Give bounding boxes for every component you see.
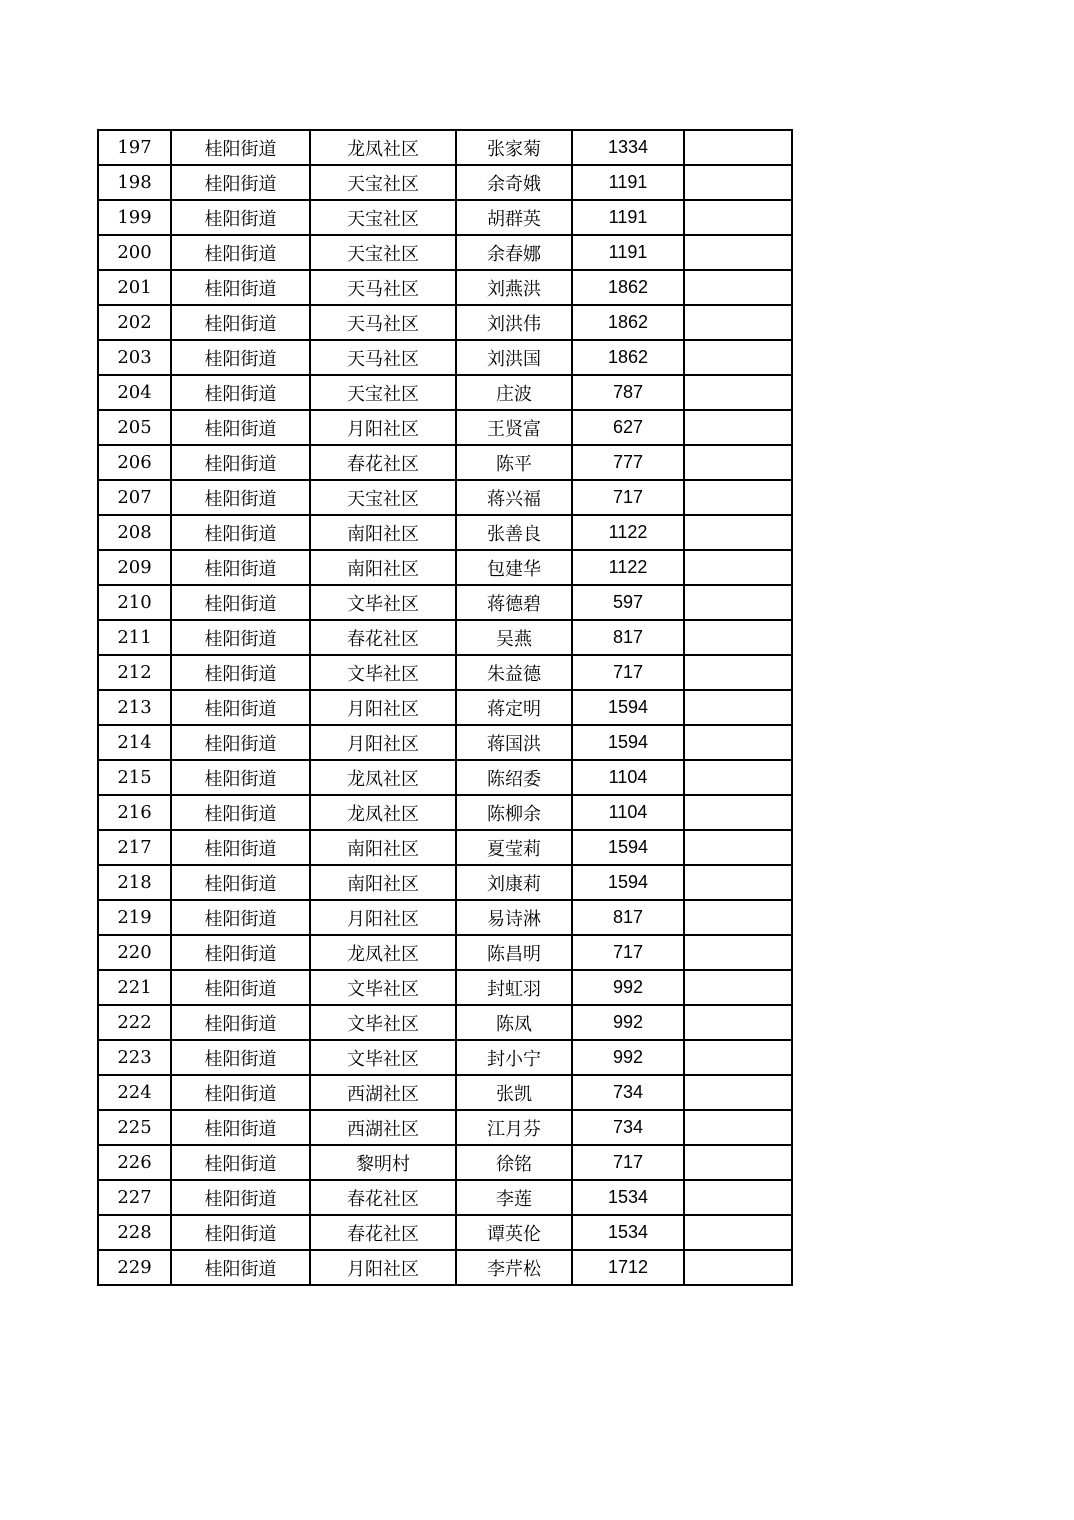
table-row bbox=[98, 1215, 792, 1250]
amount-cell: 1534 bbox=[572, 1215, 684, 1250]
amount-cell: 1191 bbox=[572, 235, 684, 270]
street-cell: 桂阳街道 bbox=[171, 445, 310, 480]
table-row bbox=[98, 235, 792, 270]
street-cell: 桂阳街道 bbox=[171, 130, 310, 165]
row-number-cell: 199 bbox=[98, 200, 171, 235]
amount-cell: 1594 bbox=[572, 865, 684, 900]
community-cell: 龙凤社区 bbox=[310, 130, 456, 165]
amount-cell: 1712 bbox=[572, 1250, 684, 1285]
community-cell: 南阳社区 bbox=[310, 865, 456, 900]
street-cell: 桂阳街道 bbox=[171, 550, 310, 585]
street-cell: 桂阳街道 bbox=[171, 340, 310, 375]
table-row bbox=[98, 1110, 792, 1145]
amount-cell: 1862 bbox=[572, 270, 684, 305]
person-name-cell: 张家菊 bbox=[456, 130, 572, 165]
amount-cell: 717 bbox=[572, 480, 684, 515]
street-cell: 桂阳街道 bbox=[171, 375, 310, 410]
person-name-cell: 陈绍委 bbox=[456, 760, 572, 795]
row-number-cell: 200 bbox=[98, 235, 171, 270]
community-cell: 天宝社区 bbox=[310, 200, 456, 235]
community-cell: 龙凤社区 bbox=[310, 760, 456, 795]
street-cell: 桂阳街道 bbox=[171, 900, 310, 935]
person-name-cell: 蒋国洪 bbox=[456, 725, 572, 760]
table-row bbox=[98, 585, 792, 620]
amount-cell: 1122 bbox=[572, 550, 684, 585]
street-cell: 桂阳街道 bbox=[171, 585, 310, 620]
community-cell: 春花社区 bbox=[310, 1180, 456, 1215]
community-cell: 文毕社区 bbox=[310, 655, 456, 690]
row-number-cell: 214 bbox=[98, 725, 171, 760]
note-cell bbox=[684, 130, 792, 165]
note-cell bbox=[684, 1040, 792, 1075]
note-cell bbox=[684, 305, 792, 340]
amount-cell: 717 bbox=[572, 1145, 684, 1180]
row-number-cell: 208 bbox=[98, 515, 171, 550]
community-cell: 春花社区 bbox=[310, 1215, 456, 1250]
row-number-cell: 225 bbox=[98, 1110, 171, 1145]
person-name-cell: 封虹羽 bbox=[456, 970, 572, 1005]
row-number-cell: 221 bbox=[98, 970, 171, 1005]
table-row bbox=[98, 445, 792, 480]
street-cell: 桂阳街道 bbox=[171, 795, 310, 830]
row-number-cell: 226 bbox=[98, 1145, 171, 1180]
street-cell: 桂阳街道 bbox=[171, 165, 310, 200]
row-number-cell: 198 bbox=[98, 165, 171, 200]
table-row bbox=[98, 550, 792, 585]
community-cell: 月阳社区 bbox=[310, 725, 456, 760]
table-row bbox=[98, 130, 792, 165]
table-row bbox=[98, 725, 792, 760]
community-cell: 月阳社区 bbox=[310, 1250, 456, 1285]
note-cell bbox=[684, 655, 792, 690]
community-cell: 南阳社区 bbox=[310, 830, 456, 865]
note-cell bbox=[684, 235, 792, 270]
note-cell bbox=[684, 550, 792, 585]
community-cell: 天马社区 bbox=[310, 305, 456, 340]
street-cell: 桂阳街道 bbox=[171, 1215, 310, 1250]
community-cell: 月阳社区 bbox=[310, 690, 456, 725]
amount-cell: 992 bbox=[572, 1005, 684, 1040]
amount-cell: 1122 bbox=[572, 515, 684, 550]
table-row bbox=[98, 410, 792, 445]
street-cell: 桂阳街道 bbox=[171, 725, 310, 760]
note-cell bbox=[684, 480, 792, 515]
person-name-cell: 易诗淋 bbox=[456, 900, 572, 935]
community-cell: 天宝社区 bbox=[310, 480, 456, 515]
note-cell bbox=[684, 375, 792, 410]
person-name-cell: 吴燕 bbox=[456, 620, 572, 655]
community-cell: 天宝社区 bbox=[310, 235, 456, 270]
person-name-cell: 包建华 bbox=[456, 550, 572, 585]
street-cell: 桂阳街道 bbox=[171, 235, 310, 270]
note-cell bbox=[684, 270, 792, 305]
note-cell bbox=[684, 1075, 792, 1110]
street-cell: 桂阳街道 bbox=[171, 655, 310, 690]
table-row bbox=[98, 165, 792, 200]
table-row bbox=[98, 270, 792, 305]
street-cell: 桂阳街道 bbox=[171, 515, 310, 550]
person-name-cell: 余奇娥 bbox=[456, 165, 572, 200]
amount-cell: 597 bbox=[572, 585, 684, 620]
table-row bbox=[98, 1180, 792, 1215]
person-name-cell: 李莲 bbox=[456, 1180, 572, 1215]
amount-cell: 1191 bbox=[572, 200, 684, 235]
person-name-cell: 谭英伦 bbox=[456, 1215, 572, 1250]
person-name-cell: 陈柳余 bbox=[456, 795, 572, 830]
community-cell: 黎明村 bbox=[310, 1145, 456, 1180]
community-cell: 龙凤社区 bbox=[310, 935, 456, 970]
row-number-cell: 216 bbox=[98, 795, 171, 830]
row-number-cell: 229 bbox=[98, 1250, 171, 1285]
street-cell: 桂阳街道 bbox=[171, 690, 310, 725]
community-cell: 春花社区 bbox=[310, 445, 456, 480]
person-name-cell: 王贤富 bbox=[456, 410, 572, 445]
table-row bbox=[98, 830, 792, 865]
row-number-cell: 206 bbox=[98, 445, 171, 480]
street-cell: 桂阳街道 bbox=[171, 410, 310, 445]
street-cell: 桂阳街道 bbox=[171, 935, 310, 970]
table-row bbox=[98, 690, 792, 725]
amount-cell: 777 bbox=[572, 445, 684, 480]
table-row bbox=[98, 200, 792, 235]
person-name-cell: 刘洪伟 bbox=[456, 305, 572, 340]
note-cell bbox=[684, 795, 792, 830]
note-cell bbox=[684, 1250, 792, 1285]
row-number-cell: 204 bbox=[98, 375, 171, 410]
row-number-cell: 203 bbox=[98, 340, 171, 375]
amount-cell: 1104 bbox=[572, 795, 684, 830]
amount-cell: 1334 bbox=[572, 130, 684, 165]
note-cell bbox=[684, 1110, 792, 1145]
street-cell: 桂阳街道 bbox=[171, 865, 310, 900]
note-cell bbox=[684, 410, 792, 445]
person-name-cell: 朱益德 bbox=[456, 655, 572, 690]
table-row bbox=[98, 655, 792, 690]
amount-cell: 734 bbox=[572, 1110, 684, 1145]
table-row bbox=[98, 340, 792, 375]
note-cell bbox=[684, 445, 792, 480]
community-cell: 龙凤社区 bbox=[310, 795, 456, 830]
street-cell: 桂阳街道 bbox=[171, 270, 310, 305]
street-cell: 桂阳街道 bbox=[171, 620, 310, 655]
row-number-cell: 201 bbox=[98, 270, 171, 305]
street-cell: 桂阳街道 bbox=[171, 200, 310, 235]
row-number-cell: 220 bbox=[98, 935, 171, 970]
amount-cell: 1594 bbox=[572, 830, 684, 865]
row-number-cell: 210 bbox=[98, 585, 171, 620]
amount-cell: 1191 bbox=[572, 165, 684, 200]
row-number-cell: 224 bbox=[98, 1075, 171, 1110]
row-number-cell: 217 bbox=[98, 830, 171, 865]
amount-cell: 1594 bbox=[572, 690, 684, 725]
amount-cell: 817 bbox=[572, 900, 684, 935]
person-name-cell: 胡群英 bbox=[456, 200, 572, 235]
community-cell: 文毕社区 bbox=[310, 1040, 456, 1075]
note-cell bbox=[684, 690, 792, 725]
table-row bbox=[98, 1040, 792, 1075]
table-row bbox=[98, 865, 792, 900]
amount-cell: 992 bbox=[572, 970, 684, 1005]
amount-cell: 992 bbox=[572, 1040, 684, 1075]
table-row bbox=[98, 970, 792, 1005]
row-number-cell: 197 bbox=[98, 130, 171, 165]
row-number-cell: 222 bbox=[98, 1005, 171, 1040]
person-name-cell: 蒋定明 bbox=[456, 690, 572, 725]
note-cell bbox=[684, 585, 792, 620]
person-name-cell: 陈平 bbox=[456, 445, 572, 480]
table-row bbox=[98, 480, 792, 515]
row-number-cell: 219 bbox=[98, 900, 171, 935]
note-cell bbox=[684, 725, 792, 760]
community-cell: 月阳社区 bbox=[310, 900, 456, 935]
row-number-cell: 211 bbox=[98, 620, 171, 655]
amount-cell: 627 bbox=[572, 410, 684, 445]
table-row bbox=[98, 1145, 792, 1180]
row-number-cell: 212 bbox=[98, 655, 171, 690]
note-cell bbox=[684, 935, 792, 970]
community-cell: 西湖社区 bbox=[310, 1075, 456, 1110]
person-name-cell: 余春娜 bbox=[456, 235, 572, 270]
amount-cell: 1534 bbox=[572, 1180, 684, 1215]
amount-cell: 817 bbox=[572, 620, 684, 655]
street-cell: 桂阳街道 bbox=[171, 1075, 310, 1110]
person-name-cell: 刘燕洪 bbox=[456, 270, 572, 305]
street-cell: 桂阳街道 bbox=[171, 830, 310, 865]
amount-cell: 1594 bbox=[572, 725, 684, 760]
community-cell: 月阳社区 bbox=[310, 410, 456, 445]
table-row bbox=[98, 1250, 792, 1285]
person-name-cell: 陈凤 bbox=[456, 1005, 572, 1040]
table-row bbox=[98, 900, 792, 935]
amount-cell: 717 bbox=[572, 655, 684, 690]
street-cell: 桂阳街道 bbox=[171, 1250, 310, 1285]
person-name-cell: 徐铭 bbox=[456, 1145, 572, 1180]
amount-cell: 734 bbox=[572, 1075, 684, 1110]
street-cell: 桂阳街道 bbox=[171, 1040, 310, 1075]
row-number-cell: 223 bbox=[98, 1040, 171, 1075]
table-row bbox=[98, 515, 792, 550]
row-number-cell: 227 bbox=[98, 1180, 171, 1215]
note-cell bbox=[684, 865, 792, 900]
community-cell: 西湖社区 bbox=[310, 1110, 456, 1145]
note-cell bbox=[684, 515, 792, 550]
note-cell bbox=[684, 760, 792, 795]
community-cell: 南阳社区 bbox=[310, 515, 456, 550]
row-number-cell: 205 bbox=[98, 410, 171, 445]
note-cell bbox=[684, 165, 792, 200]
row-number-cell: 218 bbox=[98, 865, 171, 900]
person-name-cell: 张凯 bbox=[456, 1075, 572, 1110]
note-cell bbox=[684, 1180, 792, 1215]
community-cell: 天马社区 bbox=[310, 270, 456, 305]
row-number-cell: 209 bbox=[98, 550, 171, 585]
community-cell: 南阳社区 bbox=[310, 550, 456, 585]
person-name-cell: 刘洪国 bbox=[456, 340, 572, 375]
table-row bbox=[98, 375, 792, 410]
table-row bbox=[98, 305, 792, 340]
table-row bbox=[98, 620, 792, 655]
amount-cell: 787 bbox=[572, 375, 684, 410]
row-number-cell: 215 bbox=[98, 760, 171, 795]
note-cell bbox=[684, 900, 792, 935]
note-cell bbox=[684, 830, 792, 865]
street-cell: 桂阳街道 bbox=[171, 1110, 310, 1145]
amount-cell: 1862 bbox=[572, 305, 684, 340]
table-row bbox=[98, 1075, 792, 1110]
community-cell: 文毕社区 bbox=[310, 1005, 456, 1040]
street-cell: 桂阳街道 bbox=[171, 305, 310, 340]
street-cell: 桂阳街道 bbox=[171, 480, 310, 515]
note-cell bbox=[684, 620, 792, 655]
street-cell: 桂阳街道 bbox=[171, 1145, 310, 1180]
row-number-cell: 213 bbox=[98, 690, 171, 725]
person-name-cell: 封小宁 bbox=[456, 1040, 572, 1075]
note-cell bbox=[684, 1215, 792, 1250]
person-name-cell: 刘康莉 bbox=[456, 865, 572, 900]
person-name-cell: 李芹松 bbox=[456, 1250, 572, 1285]
note-cell bbox=[684, 970, 792, 1005]
table-row bbox=[98, 935, 792, 970]
row-number-cell: 207 bbox=[98, 480, 171, 515]
person-name-cell: 陈昌明 bbox=[456, 935, 572, 970]
row-number-cell: 202 bbox=[98, 305, 171, 340]
amount-cell: 1862 bbox=[572, 340, 684, 375]
data-table bbox=[97, 129, 793, 1286]
person-name-cell: 张善良 bbox=[456, 515, 572, 550]
street-cell: 桂阳街道 bbox=[171, 760, 310, 795]
community-cell: 文毕社区 bbox=[310, 585, 456, 620]
community-cell: 春花社区 bbox=[310, 620, 456, 655]
person-name-cell: 庄波 bbox=[456, 375, 572, 410]
person-name-cell: 江月芬 bbox=[456, 1110, 572, 1145]
table-row bbox=[98, 760, 792, 795]
note-cell bbox=[684, 340, 792, 375]
note-cell bbox=[684, 1145, 792, 1180]
table-row bbox=[98, 795, 792, 830]
community-cell: 天宝社区 bbox=[310, 375, 456, 410]
street-cell: 桂阳街道 bbox=[171, 1180, 310, 1215]
row-number-cell: 228 bbox=[98, 1215, 171, 1250]
person-name-cell: 夏莹莉 bbox=[456, 830, 572, 865]
street-cell: 桂阳街道 bbox=[171, 1005, 310, 1040]
person-name-cell: 蒋兴福 bbox=[456, 480, 572, 515]
note-cell bbox=[684, 200, 792, 235]
community-cell: 天马社区 bbox=[310, 340, 456, 375]
person-name-cell: 蒋德碧 bbox=[456, 585, 572, 620]
table-body bbox=[98, 130, 792, 1285]
community-cell: 天宝社区 bbox=[310, 165, 456, 200]
community-cell: 文毕社区 bbox=[310, 970, 456, 1005]
street-cell: 桂阳街道 bbox=[171, 970, 310, 1005]
note-cell bbox=[684, 1005, 792, 1040]
table-row bbox=[98, 1005, 792, 1040]
amount-cell: 1104 bbox=[572, 760, 684, 795]
amount-cell: 717 bbox=[572, 935, 684, 970]
